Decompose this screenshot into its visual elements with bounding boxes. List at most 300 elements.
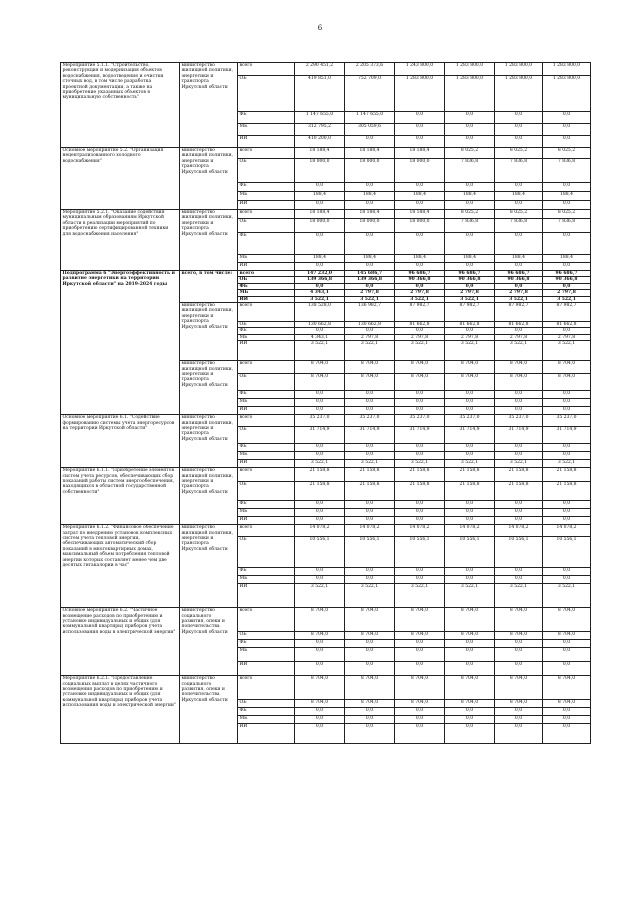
funding-source: ИИ: [238, 460, 295, 468]
amount-cell: 0,0: [543, 201, 591, 210]
amount-cell: 188,4: [395, 192, 445, 201]
amount-cell: 10 556,1: [395, 537, 445, 568]
amount-cell: 0,0: [295, 501, 345, 509]
amount-cell: 3 522,1: [295, 584, 345, 608]
amount-cell: 0,0: [395, 509, 445, 517]
funding-source: МБ: [238, 648, 295, 662]
table-row: [61, 525, 591, 537]
amount-cell: 87 982,7: [495, 303, 543, 322]
amount-cell: 0,0: [345, 509, 395, 517]
amount-cell: 0,0: [445, 391, 495, 399]
amount-cell: 0,0: [543, 444, 591, 452]
funding-source: ФБ: [238, 708, 295, 716]
amount-cell: 21 158,8: [495, 482, 543, 501]
activity-name: Мероприятие 6.2.1. "Предоставление социальных выплат в целях частичного возмещения расходов по приобретению и установке индивидуальных и общих (для коммунальной квартиры) приборов учета использования воды и электрической энергии": [61, 676, 180, 744]
amount-cell: 0,0: [543, 716, 591, 724]
funding-source: ОБ: [238, 632, 295, 640]
amount-cell: 0,0: [445, 233, 495, 255]
amount-cell: 35 237,0: [543, 415, 591, 427]
amount-cell: 0,0: [495, 399, 543, 407]
amount-cell: 0,0: [345, 399, 395, 407]
amount-cell: 2 797,8: [345, 334, 395, 340]
amount-cell: 312 795,2: [295, 124, 345, 136]
funding-source: ОБ: [238, 159, 295, 183]
amount-cell: 8 704,0: [445, 608, 495, 632]
executor: министерство жилищной политики, энергетики и транспорта Иркутской области: [180, 468, 238, 525]
amount-cell: 31 714,9: [345, 427, 395, 444]
amount-cell: 8 704,0: [395, 700, 445, 708]
amount-cell: 0,0: [345, 568, 395, 576]
funding-source: ОБ: [238, 322, 295, 328]
amount-cell: 2 797,8: [543, 290, 591, 296]
amount-cell: 752 709,0: [345, 76, 395, 112]
funding-source: ФБ: [238, 640, 295, 648]
amount-cell: 8 704,0: [543, 374, 591, 391]
amount-cell: 0,0: [395, 233, 445, 255]
amount-cell: 8 704,0: [495, 676, 543, 700]
amount-cell: 0,0: [345, 662, 395, 676]
amount-cell: 2 797,8: [495, 334, 543, 340]
amount-cell: 21 158,8: [445, 468, 495, 482]
amount-cell: 10 556,1: [543, 537, 591, 568]
amount-cell: 8 025,2: [543, 210, 591, 219]
amount-cell: 87 982,7: [543, 303, 591, 322]
amount-cell: 0,0: [295, 201, 345, 210]
amount-cell: 8 704,0: [345, 608, 395, 632]
amount-cell: 0,0: [495, 124, 543, 136]
amount-cell: 0,0: [395, 568, 445, 576]
amount-cell: 410 200,0: [295, 136, 345, 148]
amount-cell: 0,0: [445, 724, 495, 744]
amount-cell: 7 836,8: [445, 159, 495, 183]
amount-cell: 0,0: [543, 233, 591, 255]
amount-cell: 0,0: [495, 201, 543, 210]
funding-source: ОБ: [238, 374, 295, 391]
amount-cell: 0,0: [445, 517, 495, 525]
amount-cell: 8 704,0: [543, 632, 591, 640]
amount-cell: 0,0: [295, 724, 345, 744]
amount-cell: 305 059,6: [345, 124, 395, 136]
funding-source: ИИ: [238, 296, 295, 302]
funding-source: ИИ: [238, 517, 295, 525]
amount-cell: 35 237,0: [495, 415, 543, 427]
amount-cell: 31 714,9: [395, 427, 445, 444]
amount-cell: 14 078,2: [295, 525, 345, 537]
amount-cell: 0,0: [395, 263, 445, 271]
amount-cell: 0,0: [295, 444, 345, 452]
funding-source: ОБ: [238, 219, 295, 233]
amount-cell: 145 686,7: [345, 271, 395, 277]
activity-name: Мероприятие 5.1.1. "Строительство, реконструкция и модернизация объектов водоснабжения, водоотведения и очистки сточных вод, в том числе разработка проектной документации, а также на приобретение указанных объектов в муниципальную собственность": [61, 63, 180, 148]
amount-cell: 0,0: [295, 716, 345, 724]
amount-cell: 3 522,1: [543, 460, 591, 468]
executor: министерство жилищной политики, энергетики и транспорта Иркутской области: [180, 210, 238, 271]
amount-cell: 188,4: [543, 255, 591, 263]
amount-cell: 3 522,1: [445, 296, 495, 302]
amount-cell: 21 158,8: [345, 468, 395, 482]
amount-cell: 18 188,4: [345, 148, 395, 159]
amount-cell: 8 704,0: [495, 700, 543, 708]
amount-cell: 8 704,0: [395, 608, 445, 632]
amount-cell: 1 283 800,0: [445, 63, 495, 76]
amount-cell: 0,0: [395, 136, 445, 148]
amount-cell: 0,0: [395, 576, 445, 584]
funding-source: ФБ: [238, 233, 295, 255]
executor: министерство жилищной политики, энергетики и транспорта Иркутской области: [180, 63, 238, 148]
amount-cell: 21 158,8: [495, 468, 543, 482]
amount-cell: 0,0: [345, 724, 395, 744]
funding-source: ИИ: [238, 263, 295, 271]
funding-source: всего: [238, 148, 295, 159]
amount-cell: 7 836,8: [495, 159, 543, 183]
amount-cell: 21 158,8: [395, 468, 445, 482]
amount-cell: 0,0: [543, 724, 591, 744]
amount-cell: 0,0: [345, 391, 395, 399]
amount-cell: 81 662,8: [395, 322, 445, 328]
funding-source: ОБ: [238, 700, 295, 708]
amount-cell: 0,0: [295, 407, 345, 415]
amount-cell: 0,0: [445, 183, 495, 192]
amount-cell: 35 237,0: [345, 415, 395, 427]
amount-cell: 0,0: [345, 648, 395, 662]
amount-cell: 3 522,1: [495, 296, 543, 302]
amount-cell: 14 078,2: [445, 525, 495, 537]
amount-cell: 2 797,8: [543, 334, 591, 340]
amount-cell: 0,0: [495, 708, 543, 716]
table-body: [61, 63, 591, 744]
amount-cell: 8 025,2: [445, 210, 495, 219]
amount-cell: 14 078,2: [395, 525, 445, 537]
amount-cell: 7 836,8: [445, 219, 495, 233]
amount-cell: 8 704,0: [295, 676, 345, 700]
amount-cell: 0,0: [445, 662, 495, 676]
amount-cell: 8 704,0: [445, 700, 495, 708]
amount-cell: 14 078,2: [345, 525, 395, 537]
funding-source: ИИ: [238, 724, 295, 744]
amount-cell: 21 158,8: [345, 482, 395, 501]
amount-cell: 18 000,0: [345, 159, 395, 183]
amount-cell: 10 556,1: [445, 537, 495, 568]
amount-cell: 21 158,8: [543, 468, 591, 482]
amount-cell: 0,0: [495, 136, 543, 148]
amount-cell: 0,0: [295, 648, 345, 662]
amount-cell: 8 704,0: [543, 700, 591, 708]
amount-cell: 188,4: [495, 192, 543, 201]
amount-cell: 0,0: [395, 517, 445, 525]
amount-cell: 0,0: [345, 517, 395, 525]
amount-cell: 8 704,0: [295, 632, 345, 640]
funding-source: ИИ: [238, 584, 295, 608]
amount-cell: 0,0: [543, 407, 591, 415]
funding-source: всего: [238, 676, 295, 700]
funding-source: ФБ: [238, 183, 295, 192]
amount-cell: 0,0: [543, 452, 591, 460]
amount-cell: 10 556,1: [345, 537, 395, 568]
amount-cell: 35 237,0: [295, 415, 345, 427]
amount-cell: 0,0: [445, 263, 495, 271]
amount-cell: 8 704,0: [543, 676, 591, 700]
amount-cell: 0,0: [395, 716, 445, 724]
budget-table: [60, 62, 591, 744]
amount-cell: 0,0: [543, 391, 591, 399]
funding-source: МБ: [238, 124, 295, 136]
executor: министерство жилищной политики, энергетики и транспорта Иркутской области: [180, 148, 238, 210]
amount-cell: 138 528,0: [295, 303, 345, 322]
amount-cell: 188,4: [295, 192, 345, 201]
amount-cell: 0,0: [345, 407, 395, 415]
amount-cell: 18 000,0: [395, 159, 445, 183]
amount-cell: 90 366,8: [543, 277, 591, 283]
executor: министерство социального развития, опеки и попечительства Иркутской области: [180, 676, 238, 744]
funding-source: ОБ: [238, 537, 295, 568]
amount-cell: 3 522,1: [395, 341, 445, 361]
amount-cell: 90 366,8: [445, 277, 495, 283]
activity-name: Основное мероприятие 6.2. "Частичное возмещение расходов по приобретению и установке индивидуальных и общих (для коммунальной квартиры) приборов учета использования воды в электрической энергии": [61, 608, 180, 676]
amount-cell: 0,0: [395, 124, 445, 136]
amount-cell: 188,4: [395, 255, 445, 263]
amount-cell: 31 714,9: [445, 427, 495, 444]
funding-source: всего: [238, 63, 295, 76]
amount-cell: 0,0: [295, 708, 345, 716]
amount-cell: 130 662,8: [295, 322, 345, 328]
amount-cell: 0,0: [295, 391, 345, 399]
amount-cell: 0,0: [445, 509, 495, 517]
amount-cell: 18 000,0: [295, 159, 345, 183]
amount-cell: 1 283 800,0: [395, 76, 445, 112]
amount-cell: 419 851,0: [295, 76, 345, 112]
amount-cell: 87 982,7: [445, 303, 495, 322]
amount-cell: 8 704,0: [495, 632, 543, 640]
amount-cell: 2 797,8: [395, 334, 445, 340]
activity-name: Основное мероприятие 6.1. "Содействие формированию системы учета энергоресурсов на территории Иркутской области": [61, 415, 180, 468]
executor: министерство жилищной политики, энергетики и транспорта Иркутской области: [180, 525, 238, 608]
amount-cell: 0,0: [445, 124, 495, 136]
amount-cell: 7 836,8: [543, 219, 591, 233]
amount-cell: 0,0: [543, 136, 591, 148]
amount-cell: 0,0: [495, 452, 543, 460]
amount-cell: 0,0: [495, 283, 543, 289]
amount-cell: 4 343,1: [295, 290, 345, 296]
amount-cell: 188,4: [445, 255, 495, 263]
amount-cell: 2 797,8: [495, 290, 543, 296]
amount-cell: 0,0: [395, 201, 445, 210]
amount-cell: 1 147 655,0: [345, 112, 395, 124]
table-row: [61, 63, 591, 76]
amount-cell: 0,0: [495, 517, 543, 525]
amount-cell: 18 188,4: [345, 210, 395, 219]
amount-cell: 0,0: [543, 501, 591, 509]
amount-cell: 0,0: [543, 568, 591, 576]
amount-cell: 0,0: [395, 444, 445, 452]
amount-cell: 0,0: [395, 640, 445, 648]
funding-source: ФБ: [238, 283, 295, 289]
amount-cell: 0,0: [543, 576, 591, 584]
amount-cell: 0,0: [295, 452, 345, 460]
amount-cell: 136 982,7: [345, 303, 395, 322]
amount-cell: 0,0: [445, 716, 495, 724]
amount-cell: 130 662,8: [345, 322, 395, 328]
amount-cell: 0,0: [543, 328, 591, 334]
funding-source: ОБ: [238, 427, 295, 444]
amount-cell: 0,0: [495, 576, 543, 584]
amount-cell: 8 704,0: [445, 361, 495, 374]
amount-cell: 0,0: [395, 452, 445, 460]
funding-source: ФБ: [238, 444, 295, 452]
amount-cell: 18 188,4: [295, 210, 345, 219]
amount-cell: 0,0: [495, 501, 543, 509]
amount-cell: 0,0: [445, 444, 495, 452]
amount-cell: 0,0: [445, 399, 495, 407]
amount-cell: 8 704,0: [295, 374, 345, 391]
amount-cell: 0,0: [345, 263, 395, 271]
amount-cell: 0,0: [395, 283, 445, 289]
amount-cell: 0,0: [495, 648, 543, 662]
amount-cell: 0,0: [495, 509, 543, 517]
amount-cell: 0,0: [345, 452, 395, 460]
funding-source: всего: [238, 361, 295, 374]
amount-cell: 0,0: [445, 112, 495, 124]
amount-cell: 0,0: [295, 399, 345, 407]
amount-cell: 188,4: [445, 192, 495, 201]
amount-cell: 3 522,1: [345, 296, 395, 302]
funding-source: всего: [238, 415, 295, 427]
funding-source: всего: [238, 303, 295, 322]
amount-cell: 0,0: [295, 662, 345, 676]
amount-cell: 0,0: [345, 708, 395, 716]
funding-source: МБ: [238, 452, 295, 460]
amount-cell: 3 522,1: [395, 296, 445, 302]
amount-cell: 3 522,1: [495, 584, 543, 608]
amount-cell: 10 556,1: [495, 537, 543, 568]
amount-cell: 0,0: [395, 708, 445, 716]
amount-cell: 0,0: [495, 662, 543, 676]
amount-cell: 81 662,8: [495, 322, 543, 328]
funding-source: ФБ: [238, 391, 295, 399]
funding-source: ИИ: [238, 662, 295, 676]
amount-cell: 14 078,2: [543, 525, 591, 537]
funding-source: МБ: [238, 192, 295, 201]
amount-cell: 0,0: [345, 501, 395, 509]
amount-cell: 0,0: [495, 391, 543, 399]
amount-cell: 8 704,0: [395, 374, 445, 391]
amount-cell: 35 237,0: [395, 415, 445, 427]
amount-cell: 0,0: [345, 136, 395, 148]
amount-cell: 8 704,0: [345, 676, 395, 700]
amount-cell: 188,4: [295, 255, 345, 263]
amount-cell: 35 237,0: [445, 415, 495, 427]
amount-cell: 18 188,4: [395, 148, 445, 159]
amount-cell: 0,0: [543, 648, 591, 662]
amount-cell: 3 522,1: [445, 584, 495, 608]
amount-cell: 4 343,1: [295, 334, 345, 340]
amount-cell: 0,0: [445, 568, 495, 576]
amount-cell: 0,0: [345, 576, 395, 584]
amount-cell: 18 000,0: [395, 219, 445, 233]
amount-cell: 81 662,8: [445, 322, 495, 328]
amount-cell: 0,0: [543, 517, 591, 525]
amount-cell: 8 704,0: [495, 608, 543, 632]
amount-cell: 0,0: [295, 233, 345, 255]
amount-cell: 3 522,1: [495, 460, 543, 468]
activity-name: Мероприятие 5.2.1. "Оказание содействия муниципальным образованиям Иркутской области в реализации мероприятий по приобретению сертифицированной техники для водоснабжения населения": [61, 210, 180, 271]
amount-cell: 0,0: [543, 399, 591, 407]
amount-cell: 0,0: [295, 183, 345, 192]
amount-cell: 18 188,4: [295, 148, 345, 159]
amount-cell: 0,0: [445, 407, 495, 415]
amount-cell: 0,0: [395, 662, 445, 676]
amount-cell: 8 025,2: [445, 148, 495, 159]
funding-source: ОБ: [238, 277, 295, 283]
funding-source: ОБ: [238, 482, 295, 501]
funding-source: всего: [238, 468, 295, 482]
amount-cell: 1 283 800,0: [543, 63, 591, 76]
amount-cell: 0,0: [295, 517, 345, 525]
amount-cell: 0,0: [345, 283, 395, 289]
amount-cell: 18 000,0: [295, 219, 345, 233]
amount-cell: 0,0: [295, 283, 345, 289]
amount-cell: 0,0: [543, 509, 591, 517]
table-row: [61, 415, 591, 427]
amount-cell: 0,0: [395, 501, 445, 509]
amount-cell: 0,0: [495, 716, 543, 724]
amount-cell: 90 366,8: [495, 277, 543, 283]
amount-cell: 0,0: [543, 112, 591, 124]
amount-cell: 8 025,2: [495, 148, 543, 159]
amount-cell: 0,0: [495, 233, 543, 255]
amount-cell: 0,0: [395, 407, 445, 415]
amount-cell: 8 704,0: [295, 700, 345, 708]
amount-cell: 3 522,1: [395, 460, 445, 468]
amount-cell: 0,0: [445, 501, 495, 509]
amount-cell: 0,0: [345, 328, 395, 334]
amount-cell: 0,0: [495, 724, 543, 744]
amount-cell: 8 025,2: [543, 148, 591, 159]
amount-cell: 0,0: [445, 136, 495, 148]
amount-cell: 1 283 800,0: [445, 76, 495, 112]
amount-cell: 21 158,8: [295, 482, 345, 501]
amount-cell: 8 704,0: [345, 700, 395, 708]
amount-cell: 188,4: [495, 255, 543, 263]
amount-cell: 0,0: [495, 183, 543, 192]
amount-cell: 0,0: [345, 201, 395, 210]
amount-cell: 8 025,2: [495, 210, 543, 219]
funding-source: ИИ: [238, 341, 295, 361]
amount-cell: 18 188,4: [395, 210, 445, 219]
amount-cell: 0,0: [495, 640, 543, 648]
funding-source: ФБ: [238, 328, 295, 334]
amount-cell: 0,0: [345, 444, 395, 452]
amount-cell: 2 797,8: [445, 290, 495, 296]
amount-cell: 0,0: [295, 263, 345, 271]
amount-cell: 0,0: [295, 328, 345, 334]
amount-cell: 21 158,8: [543, 482, 591, 501]
amount-cell: 31 714,9: [495, 427, 543, 444]
amount-cell: 3 522,1: [395, 584, 445, 608]
executor: министерство жилищной политики, энергетики и транспорта Иркутской области: [180, 303, 238, 361]
amount-cell: 3 522,1: [543, 584, 591, 608]
amount-cell: 3 522,1: [445, 460, 495, 468]
amount-cell: 0,0: [295, 576, 345, 584]
table-row: [61, 210, 591, 219]
amount-cell: 3 522,1: [495, 341, 543, 361]
amount-cell: 14 078,2: [495, 525, 543, 537]
amount-cell: 0,0: [445, 201, 495, 210]
funding-source: МБ: [238, 509, 295, 517]
executor: всего, в том числе:: [180, 271, 238, 303]
amount-cell: 2 797,8: [445, 334, 495, 340]
amount-cell: 0,0: [495, 112, 543, 124]
amount-cell: 8 704,0: [295, 361, 345, 374]
